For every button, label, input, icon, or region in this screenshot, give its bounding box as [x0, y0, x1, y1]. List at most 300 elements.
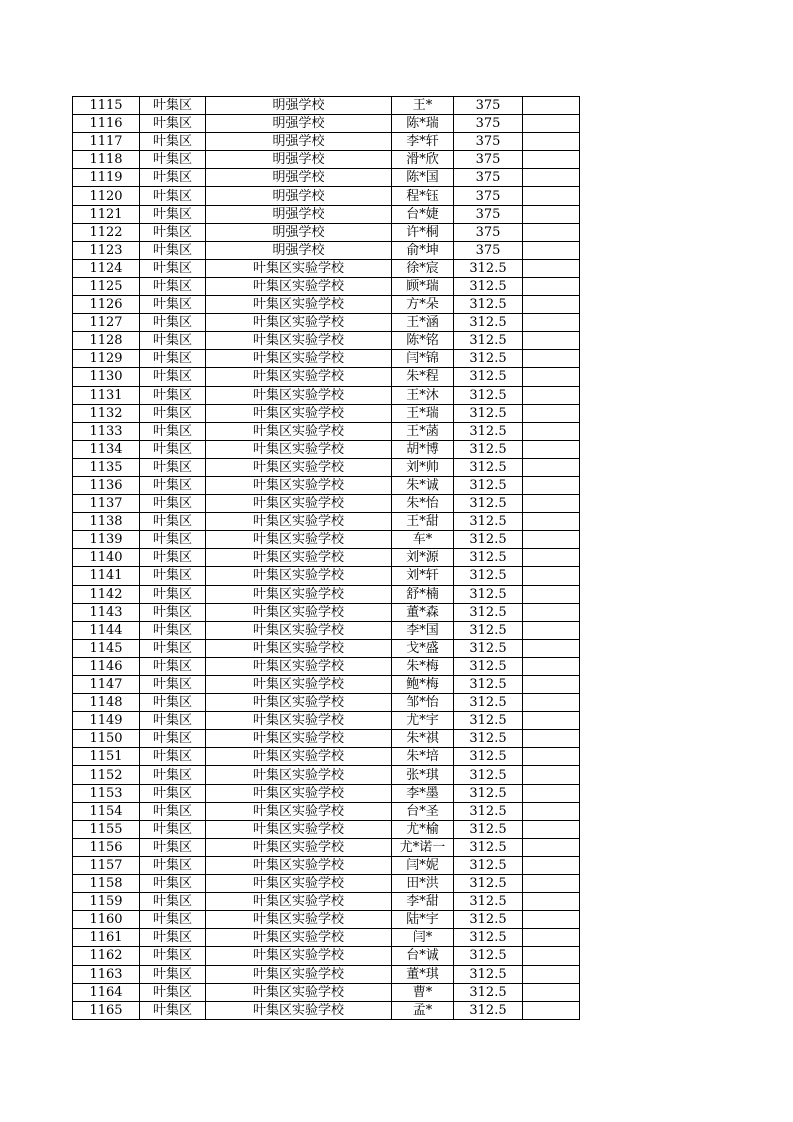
table-row — [73, 802, 580, 820]
school-cell: 叶集区实验学校 — [206, 603, 392, 621]
note-cell — [523, 621, 580, 639]
row-number-cell: 1159 — [73, 893, 140, 911]
school-cell: 叶集区实验学校 — [206, 1001, 392, 1019]
row-number-cell: 1121 — [73, 205, 140, 223]
student-name-cell: 闫* — [392, 929, 454, 947]
row-number-cell: 1140 — [73, 549, 140, 567]
score-cell: 312.5 — [454, 458, 523, 476]
note-cell — [523, 983, 580, 1001]
student-name-cell: 王*菡 — [392, 422, 454, 440]
school-cell: 叶集区实验学校 — [206, 621, 392, 639]
note-cell — [523, 332, 580, 350]
student-name-cell: 田*洪 — [392, 875, 454, 893]
table-row — [73, 151, 580, 169]
note-cell — [523, 730, 580, 748]
district-cell: 叶集区 — [140, 694, 206, 712]
score-cell: 312.5 — [454, 531, 523, 549]
district-cell: 叶集区 — [140, 133, 206, 151]
row-number-cell: 1116 — [73, 115, 140, 133]
note-cell — [523, 929, 580, 947]
score-cell: 312.5 — [454, 875, 523, 893]
row-number-cell: 1164 — [73, 983, 140, 1001]
note-cell — [523, 386, 580, 404]
row-number-cell: 1127 — [73, 314, 140, 332]
school-cell: 叶集区实验学校 — [206, 820, 392, 838]
student-name-cell: 尤*宇 — [392, 712, 454, 730]
district-cell: 叶集区 — [140, 259, 206, 277]
table-row — [73, 332, 580, 350]
note-cell — [523, 838, 580, 856]
row-number-cell: 1119 — [73, 169, 140, 187]
student-name-cell: 李*甜 — [392, 893, 454, 911]
student-name-cell: 陈*瑞 — [392, 115, 454, 133]
table-row — [73, 856, 580, 874]
school-cell: 明强学校 — [206, 169, 392, 187]
table-row — [73, 983, 580, 1001]
table-row — [73, 694, 580, 712]
district-cell: 叶集区 — [140, 549, 206, 567]
table-row — [73, 875, 580, 893]
district-cell: 叶集区 — [140, 386, 206, 404]
row-number-cell: 1123 — [73, 241, 140, 259]
row-number-cell: 1151 — [73, 748, 140, 766]
score-cell: 375 — [454, 241, 523, 259]
table-row — [73, 133, 580, 151]
district-cell: 叶集区 — [140, 458, 206, 476]
row-number-cell: 1142 — [73, 585, 140, 603]
student-name-cell: 顾*瑞 — [392, 277, 454, 295]
student-name-cell: 俞*坤 — [392, 241, 454, 259]
district-cell: 叶集区 — [140, 513, 206, 531]
district-cell: 叶集区 — [140, 947, 206, 965]
table-row — [73, 277, 580, 295]
row-number-cell: 1145 — [73, 639, 140, 657]
student-name-cell: 张*琪 — [392, 766, 454, 784]
table-row — [73, 748, 580, 766]
row-number-cell: 1144 — [73, 621, 140, 639]
student-name-cell: 徐*宸 — [392, 259, 454, 277]
district-cell: 叶集区 — [140, 1001, 206, 1019]
school-cell: 叶集区实验学校 — [206, 259, 392, 277]
school-cell: 明强学校 — [206, 223, 392, 241]
district-cell: 叶集区 — [140, 368, 206, 386]
note-cell — [523, 911, 580, 929]
score-cell: 375 — [454, 151, 523, 169]
district-cell: 叶集区 — [140, 115, 206, 133]
student-name-cell: 刘*源 — [392, 549, 454, 567]
score-cell: 312.5 — [454, 476, 523, 494]
score-cell: 312.5 — [454, 947, 523, 965]
district-cell: 叶集区 — [140, 712, 206, 730]
note-cell — [523, 784, 580, 802]
note-cell — [523, 223, 580, 241]
school-cell: 叶集区实验学校 — [206, 476, 392, 494]
row-number-cell: 1130 — [73, 368, 140, 386]
student-name-cell: 程*钰 — [392, 187, 454, 205]
row-number-cell: 1161 — [73, 929, 140, 947]
score-cell: 312.5 — [454, 259, 523, 277]
district-cell: 叶集区 — [140, 495, 206, 513]
score-cell: 312.5 — [454, 621, 523, 639]
school-cell: 叶集区实验学校 — [206, 350, 392, 368]
note-cell — [523, 965, 580, 983]
score-cell: 312.5 — [454, 585, 523, 603]
note-cell — [523, 893, 580, 911]
table-row — [73, 169, 580, 187]
table-row — [73, 368, 580, 386]
row-number-cell: 1154 — [73, 802, 140, 820]
score-cell: 312.5 — [454, 422, 523, 440]
district-cell: 叶集区 — [140, 314, 206, 332]
score-cell: 312.5 — [454, 965, 523, 983]
row-number-cell: 1126 — [73, 296, 140, 314]
score-cell: 312.5 — [454, 332, 523, 350]
table-row — [73, 458, 580, 476]
note-cell — [523, 513, 580, 531]
student-name-cell: 舒*楠 — [392, 585, 454, 603]
student-name-cell: 台*圣 — [392, 802, 454, 820]
score-cell: 312.5 — [454, 730, 523, 748]
table-row — [73, 422, 580, 440]
student-name-cell: 王*甜 — [392, 513, 454, 531]
district-cell: 叶集区 — [140, 332, 206, 350]
district-cell: 叶集区 — [140, 151, 206, 169]
row-number-cell: 1117 — [73, 133, 140, 151]
note-cell — [523, 368, 580, 386]
table-row — [73, 495, 580, 513]
district-cell: 叶集区 — [140, 241, 206, 259]
school-cell: 叶集区实验学校 — [206, 549, 392, 567]
table-row — [73, 223, 580, 241]
note-cell — [523, 567, 580, 585]
score-cell: 312.5 — [454, 1001, 523, 1019]
school-cell: 叶集区实验学校 — [206, 567, 392, 585]
row-number-cell: 1162 — [73, 947, 140, 965]
district-cell: 叶集区 — [140, 730, 206, 748]
district-cell: 叶集区 — [140, 350, 206, 368]
table-row — [73, 784, 580, 802]
district-cell: 叶集区 — [140, 639, 206, 657]
score-cell: 312.5 — [454, 694, 523, 712]
note-cell — [523, 169, 580, 187]
row-number-cell: 1138 — [73, 513, 140, 531]
table-row — [73, 187, 580, 205]
score-cell: 312.5 — [454, 911, 523, 929]
note-cell — [523, 639, 580, 657]
district-cell: 叶集区 — [140, 875, 206, 893]
note-cell — [523, 694, 580, 712]
roster-table-body — [73, 97, 580, 1020]
score-cell: 312.5 — [454, 296, 523, 314]
note-cell — [523, 133, 580, 151]
note-cell — [523, 875, 580, 893]
score-cell: 312.5 — [454, 404, 523, 422]
school-cell: 叶集区实验学校 — [206, 712, 392, 730]
student-name-cell: 陈*国 — [392, 169, 454, 187]
student-name-cell: 滑*欣 — [392, 151, 454, 169]
row-number-cell: 1141 — [73, 567, 140, 585]
note-cell — [523, 603, 580, 621]
score-cell: 312.5 — [454, 802, 523, 820]
table-row — [73, 911, 580, 929]
row-number-cell: 1128 — [73, 332, 140, 350]
table-row — [73, 838, 580, 856]
score-cell: 312.5 — [454, 440, 523, 458]
district-cell: 叶集区 — [140, 440, 206, 458]
school-cell: 叶集区实验学校 — [206, 965, 392, 983]
score-cell: 312.5 — [454, 820, 523, 838]
note-cell — [523, 205, 580, 223]
row-number-cell: 1150 — [73, 730, 140, 748]
district-cell: 叶集区 — [140, 223, 206, 241]
school-cell: 叶集区实验学校 — [206, 856, 392, 874]
student-name-cell: 刘*帅 — [392, 458, 454, 476]
district-cell: 叶集区 — [140, 766, 206, 784]
school-cell: 叶集区实验学校 — [206, 458, 392, 476]
score-cell: 312.5 — [454, 513, 523, 531]
score-cell: 375 — [454, 205, 523, 223]
district-cell: 叶集区 — [140, 187, 206, 205]
district-cell: 叶集区 — [140, 277, 206, 295]
table-row — [73, 965, 580, 983]
note-cell — [523, 187, 580, 205]
note-cell — [523, 947, 580, 965]
score-cell: 312.5 — [454, 657, 523, 675]
school-cell: 明强学校 — [206, 151, 392, 169]
table-row — [73, 621, 580, 639]
score-cell: 375 — [454, 223, 523, 241]
table-row — [73, 350, 580, 368]
row-number-cell: 1118 — [73, 151, 140, 169]
score-cell: 312.5 — [454, 368, 523, 386]
score-cell: 375 — [454, 187, 523, 205]
student-name-cell: 闫*妮 — [392, 856, 454, 874]
school-cell: 叶集区实验学校 — [206, 730, 392, 748]
table-row — [73, 766, 580, 784]
school-cell: 叶集区实验学校 — [206, 495, 392, 513]
district-cell: 叶集区 — [140, 205, 206, 223]
table-row — [73, 476, 580, 494]
score-cell: 375 — [454, 115, 523, 133]
table-row — [73, 549, 580, 567]
table-row — [73, 730, 580, 748]
school-cell: 叶集区实验学校 — [206, 694, 392, 712]
student-name-cell: 朱*诚 — [392, 476, 454, 494]
row-number-cell: 1156 — [73, 838, 140, 856]
table-row — [73, 947, 580, 965]
school-cell: 叶集区实验学校 — [206, 332, 392, 350]
school-cell: 叶集区实验学校 — [206, 947, 392, 965]
district-cell: 叶集区 — [140, 169, 206, 187]
district-cell: 叶集区 — [140, 531, 206, 549]
row-number-cell: 1135 — [73, 458, 140, 476]
row-number-cell: 1143 — [73, 603, 140, 621]
row-number-cell: 1153 — [73, 784, 140, 802]
school-cell: 叶集区实验学校 — [206, 386, 392, 404]
school-cell: 叶集区实验学校 — [206, 639, 392, 657]
note-cell — [523, 549, 580, 567]
student-name-cell: 王*涵 — [392, 314, 454, 332]
school-cell: 明强学校 — [206, 115, 392, 133]
note-cell — [523, 115, 580, 133]
score-cell: 312.5 — [454, 386, 523, 404]
score-cell: 312.5 — [454, 856, 523, 874]
score-cell: 312.5 — [454, 603, 523, 621]
table-row — [73, 513, 580, 531]
student-name-cell: 陆*宇 — [392, 911, 454, 929]
row-number-cell: 1131 — [73, 386, 140, 404]
district-cell: 叶集区 — [140, 567, 206, 585]
row-number-cell: 1147 — [73, 676, 140, 694]
note-cell — [523, 820, 580, 838]
district-cell: 叶集区 — [140, 838, 206, 856]
school-cell: 叶集区实验学校 — [206, 296, 392, 314]
score-cell: 312.5 — [454, 350, 523, 368]
school-cell: 明强学校 — [206, 205, 392, 223]
row-number-cell: 1134 — [73, 440, 140, 458]
row-number-cell: 1139 — [73, 531, 140, 549]
row-number-cell: 1149 — [73, 712, 140, 730]
table-row — [73, 893, 580, 911]
note-cell — [523, 296, 580, 314]
note-cell — [523, 350, 580, 368]
district-cell: 叶集区 — [140, 657, 206, 675]
student-name-cell: 朱*梅 — [392, 657, 454, 675]
school-cell: 叶集区实验学校 — [206, 314, 392, 332]
student-name-cell: 李*轩 — [392, 133, 454, 151]
student-name-cell: 王* — [392, 97, 454, 115]
score-cell: 312.5 — [454, 567, 523, 585]
school-cell: 叶集区实验学校 — [206, 422, 392, 440]
school-cell: 叶集区实验学校 — [206, 277, 392, 295]
student-name-cell: 鲍*梅 — [392, 676, 454, 694]
note-cell — [523, 531, 580, 549]
student-name-cell: 台*婕 — [392, 205, 454, 223]
district-cell: 叶集区 — [140, 97, 206, 115]
note-cell — [523, 657, 580, 675]
student-name-cell: 戈*盛 — [392, 639, 454, 657]
row-number-cell: 1129 — [73, 350, 140, 368]
student-name-cell: 朱*程 — [392, 368, 454, 386]
district-cell: 叶集区 — [140, 621, 206, 639]
row-number-cell: 1160 — [73, 911, 140, 929]
school-cell: 叶集区实验学校 — [206, 838, 392, 856]
district-cell: 叶集区 — [140, 585, 206, 603]
school-cell: 叶集区实验学校 — [206, 585, 392, 603]
row-number-cell: 1148 — [73, 694, 140, 712]
score-cell: 312.5 — [454, 712, 523, 730]
score-cell: 312.5 — [454, 639, 523, 657]
score-cell: 312.5 — [454, 983, 523, 1001]
district-cell: 叶集区 — [140, 603, 206, 621]
score-cell: 375 — [454, 169, 523, 187]
school-cell: 叶集区实验学校 — [206, 531, 392, 549]
score-cell: 312.5 — [454, 929, 523, 947]
student-name-cell: 尤*诺一 — [392, 838, 454, 856]
note-cell — [523, 748, 580, 766]
table-row — [73, 404, 580, 422]
score-cell: 312.5 — [454, 495, 523, 513]
row-number-cell: 1158 — [73, 875, 140, 893]
note-cell — [523, 422, 580, 440]
note-cell — [523, 404, 580, 422]
score-cell: 312.5 — [454, 314, 523, 332]
note-cell — [523, 314, 580, 332]
table-row — [73, 205, 580, 223]
row-number-cell: 1122 — [73, 223, 140, 241]
district-cell: 叶集区 — [140, 893, 206, 911]
score-cell: 312.5 — [454, 277, 523, 295]
student-name-cell: 李*墨 — [392, 784, 454, 802]
student-name-cell: 刘*轩 — [392, 567, 454, 585]
school-cell: 明强学校 — [206, 241, 392, 259]
student-name-cell: 许*桐 — [392, 223, 454, 241]
school-cell: 叶集区实验学校 — [206, 893, 392, 911]
district-cell: 叶集区 — [140, 802, 206, 820]
note-cell — [523, 1001, 580, 1019]
school-cell: 叶集区实验学校 — [206, 784, 392, 802]
row-number-cell: 1124 — [73, 259, 140, 277]
school-cell: 明强学校 — [206, 187, 392, 205]
table-row — [73, 676, 580, 694]
score-cell: 375 — [454, 133, 523, 151]
student-name-cell: 方*朵 — [392, 296, 454, 314]
school-cell: 叶集区实验学校 — [206, 802, 392, 820]
district-cell: 叶集区 — [140, 422, 206, 440]
score-cell: 312.5 — [454, 549, 523, 567]
school-cell: 叶集区实验学校 — [206, 676, 392, 694]
school-cell: 明强学校 — [206, 133, 392, 151]
school-cell: 叶集区实验学校 — [206, 513, 392, 531]
student-name-cell: 尤*榆 — [392, 820, 454, 838]
school-cell: 叶集区实验学校 — [206, 929, 392, 947]
table-row — [73, 440, 580, 458]
row-number-cell: 1137 — [73, 495, 140, 513]
district-cell: 叶集区 — [140, 856, 206, 874]
student-name-cell: 台*诚 — [392, 947, 454, 965]
table-row — [73, 603, 580, 621]
row-number-cell: 1146 — [73, 657, 140, 675]
row-number-cell: 1165 — [73, 1001, 140, 1019]
note-cell — [523, 676, 580, 694]
row-number-cell: 1163 — [73, 965, 140, 983]
table-row — [73, 712, 580, 730]
school-cell: 叶集区实验学校 — [206, 766, 392, 784]
note-cell — [523, 259, 580, 277]
student-name-cell: 王*瑞 — [392, 404, 454, 422]
student-name-cell: 王*沐 — [392, 386, 454, 404]
table-row — [73, 1001, 580, 1019]
note-cell — [523, 856, 580, 874]
district-cell: 叶集区 — [140, 404, 206, 422]
table-row — [73, 929, 580, 947]
table-row — [73, 314, 580, 332]
row-number-cell: 1157 — [73, 856, 140, 874]
row-number-cell: 1120 — [73, 187, 140, 205]
table-row — [73, 585, 580, 603]
school-cell: 叶集区实验学校 — [206, 748, 392, 766]
score-cell: 312.5 — [454, 784, 523, 802]
score-cell: 312.5 — [454, 748, 523, 766]
note-cell — [523, 97, 580, 115]
district-cell: 叶集区 — [140, 983, 206, 1001]
district-cell: 叶集区 — [140, 965, 206, 983]
row-number-cell: 1133 — [73, 422, 140, 440]
row-number-cell: 1152 — [73, 766, 140, 784]
row-number-cell: 1115 — [73, 97, 140, 115]
student-name-cell: 闫*锦 — [392, 350, 454, 368]
row-number-cell: 1155 — [73, 820, 140, 838]
